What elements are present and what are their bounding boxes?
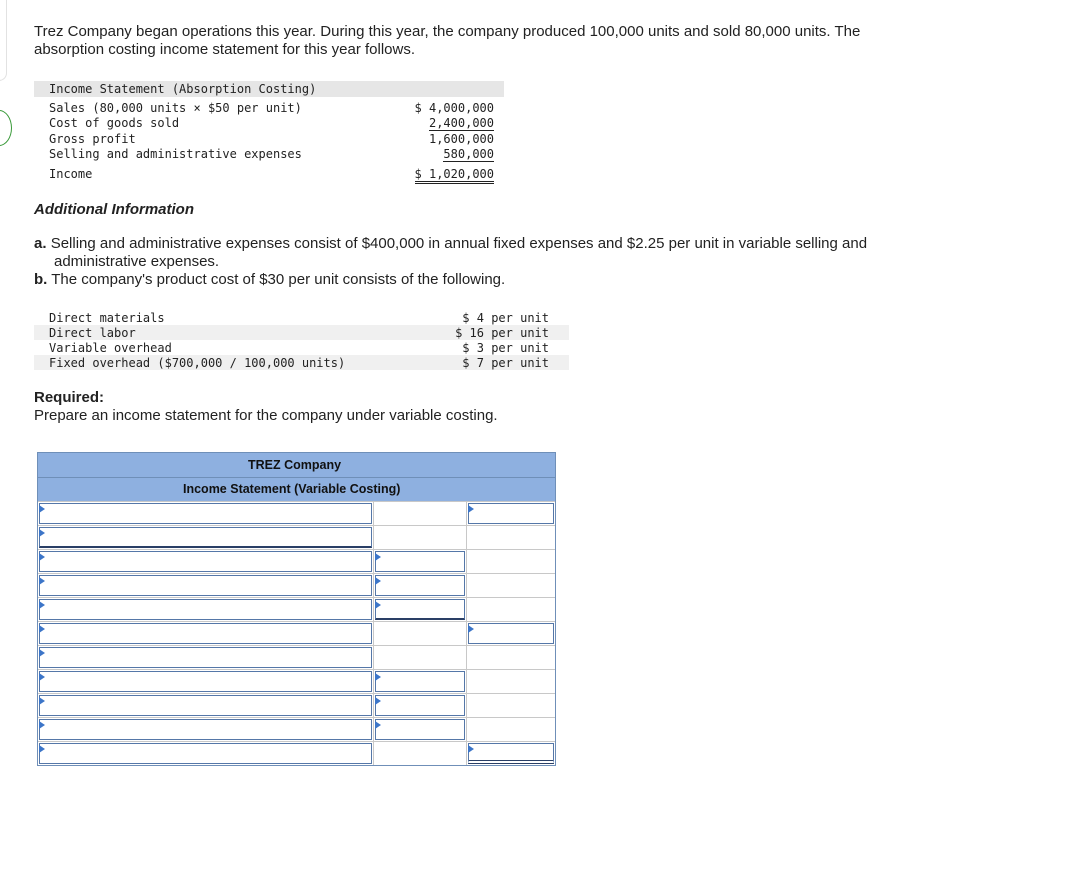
row-label-input[interactable] (39, 551, 372, 572)
dropdown-marker-icon[interactable] (39, 721, 45, 729)
row-label-input[interactable] (39, 743, 372, 764)
dropdown-marker-icon[interactable] (39, 649, 45, 657)
abs-label-cogs: Cost of goods sold (49, 116, 180, 130)
dropdown-marker-icon[interactable] (375, 553, 381, 561)
net-income-input[interactable] (468, 743, 554, 764)
abs-label-sales: Sales (80,000 units × $50 per unit) (49, 100, 302, 115)
abs-title-row (34, 81, 504, 97)
abs-amount-gross-profit: 1,600,000 (428, 131, 494, 146)
dropdown-marker-icon[interactable] (468, 625, 474, 633)
info-item-a-text-cont: administrative expenses. (54, 253, 220, 270)
required-title: Required: (34, 389, 105, 406)
worksheet-row (38, 717, 555, 741)
dropdown-marker-icon[interactable] (375, 697, 381, 705)
row-label-input[interactable] (39, 575, 372, 596)
cost-row-variable-overhead (34, 340, 569, 355)
worksheet-company-name: TREZ Company (248, 458, 342, 472)
dropdown-marker-icon[interactable] (39, 529, 45, 537)
row-label-input[interactable] (39, 719, 372, 740)
info-item-b-text: The company's product cost of $30 per unit consists of the following. (51, 271, 506, 288)
abs-amount-selling-admin: 580,000 (443, 147, 494, 161)
abs-label-income: Income (49, 166, 93, 181)
cost-label: Fixed overhead ($700,000 / 100,000 units) (49, 356, 346, 370)
dropdown-marker-icon[interactable] (39, 577, 45, 585)
worksheet-row (38, 693, 555, 717)
info-item-a-prefix: a. (34, 235, 47, 252)
abs-row-gross-profit (34, 131, 504, 147)
worksheet-row (38, 621, 555, 645)
abs-label-selling-admin: Selling and administrative expenses (49, 147, 302, 161)
abs-title: Income Statement (Absorption Costing) (49, 82, 317, 96)
worksheet-row (38, 525, 555, 549)
row-label-input[interactable] (39, 623, 372, 644)
product-cost-table (34, 310, 569, 370)
cost-label: Direct labor (49, 326, 136, 340)
info-item-a-text: Selling and administrative expenses consist of $400,000 in annual fixed expenses and $2.25 per unit in variable selling and (50, 235, 868, 252)
row-total-input[interactable] (468, 503, 554, 524)
cost-row-direct-materials (34, 310, 569, 325)
worksheet-row (38, 549, 555, 573)
dropdown-marker-icon[interactable] (468, 505, 474, 513)
row-label-input[interactable] (39, 647, 372, 668)
abs-label-gross-profit: Gross profit (49, 131, 136, 146)
dropdown-marker-icon[interactable] (375, 721, 381, 729)
cost-amount: $ 4 per unit (462, 311, 549, 325)
cost-amount: $ 3 per unit (462, 341, 549, 355)
row-label-input[interactable] (39, 527, 372, 548)
dropdown-marker-icon[interactable] (468, 745, 474, 753)
cost-row-fixed-overhead (34, 355, 569, 370)
abs-row-selling-admin (34, 146, 504, 162)
problem-intro (34, 23, 934, 59)
worksheet-row (38, 573, 555, 597)
worksheet-row (38, 669, 555, 693)
cost-label: Direct materials (49, 311, 165, 325)
row-amount-input[interactable] (375, 671, 465, 692)
required-text: Prepare an income statement for the company under variable costing. (34, 407, 498, 424)
info-item-a (34, 235, 867, 271)
abs-row-sales (34, 100, 504, 116)
info-item-b-prefix: b. (34, 271, 48, 288)
dropdown-marker-icon[interactable] (39, 553, 45, 561)
worksheet-company-row (38, 453, 556, 478)
row-label-input[interactable] (39, 503, 372, 524)
dropdown-marker-icon[interactable] (39, 673, 45, 681)
row-label-input[interactable] (39, 671, 372, 692)
row-total-input[interactable] (468, 623, 554, 644)
worksheet-title-row (38, 478, 555, 501)
status-indicator-icon (0, 110, 12, 146)
variable-costing-worksheet (37, 452, 556, 766)
absorption-income-statement (34, 81, 504, 181)
cost-label: Variable overhead (49, 341, 172, 355)
row-amount-input[interactable] (375, 719, 465, 740)
dropdown-marker-icon[interactable] (375, 673, 381, 681)
dropdown-marker-icon[interactable] (39, 625, 45, 633)
worksheet-row (38, 597, 555, 621)
worksheet-header (38, 453, 555, 501)
row-label-input[interactable] (39, 599, 372, 620)
additional-info-title: Additional Information (34, 201, 194, 218)
dropdown-marker-icon[interactable] (375, 577, 381, 585)
row-label-input[interactable] (39, 695, 372, 716)
worksheet-row (38, 501, 555, 525)
abs-amount-cogs: 2,400,000 (428, 116, 494, 130)
row-amount-input[interactable] (375, 695, 465, 716)
worksheet-row (38, 741, 555, 765)
row-amount-input[interactable] (375, 551, 465, 572)
worksheet-row (38, 645, 555, 669)
row-amount-input[interactable] (375, 575, 465, 596)
cost-amount: $ 16 per unit (455, 326, 549, 340)
dropdown-marker-icon[interactable] (39, 601, 45, 609)
info-item-b (34, 271, 505, 289)
abs-row-income (34, 166, 504, 182)
cost-row-direct-labor (34, 325, 569, 340)
dropdown-marker-icon[interactable] (39, 745, 45, 753)
intro-line-2: absorption costing income statement for this year follows. (34, 41, 416, 58)
cost-amount: $ 7 per unit (462, 356, 549, 370)
abs-amount-income: $ 1,020,000 (415, 167, 494, 184)
worksheet-title: Income Statement (Variable Costing) (183, 482, 401, 496)
abs-row-cogs (34, 115, 504, 131)
abs-amount-sales: $ 4,000,000 (414, 100, 494, 115)
dropdown-marker-icon[interactable] (375, 601, 381, 609)
row-amount-input[interactable] (375, 599, 465, 620)
intro-line-1: Trez Company began operations this year. During this year, the company produced 100,000 units and sold 80,000 units. The (34, 23, 861, 40)
panel-edge (0, 0, 7, 81)
dropdown-marker-icon[interactable] (39, 505, 45, 513)
dropdown-marker-icon[interactable] (39, 697, 45, 705)
